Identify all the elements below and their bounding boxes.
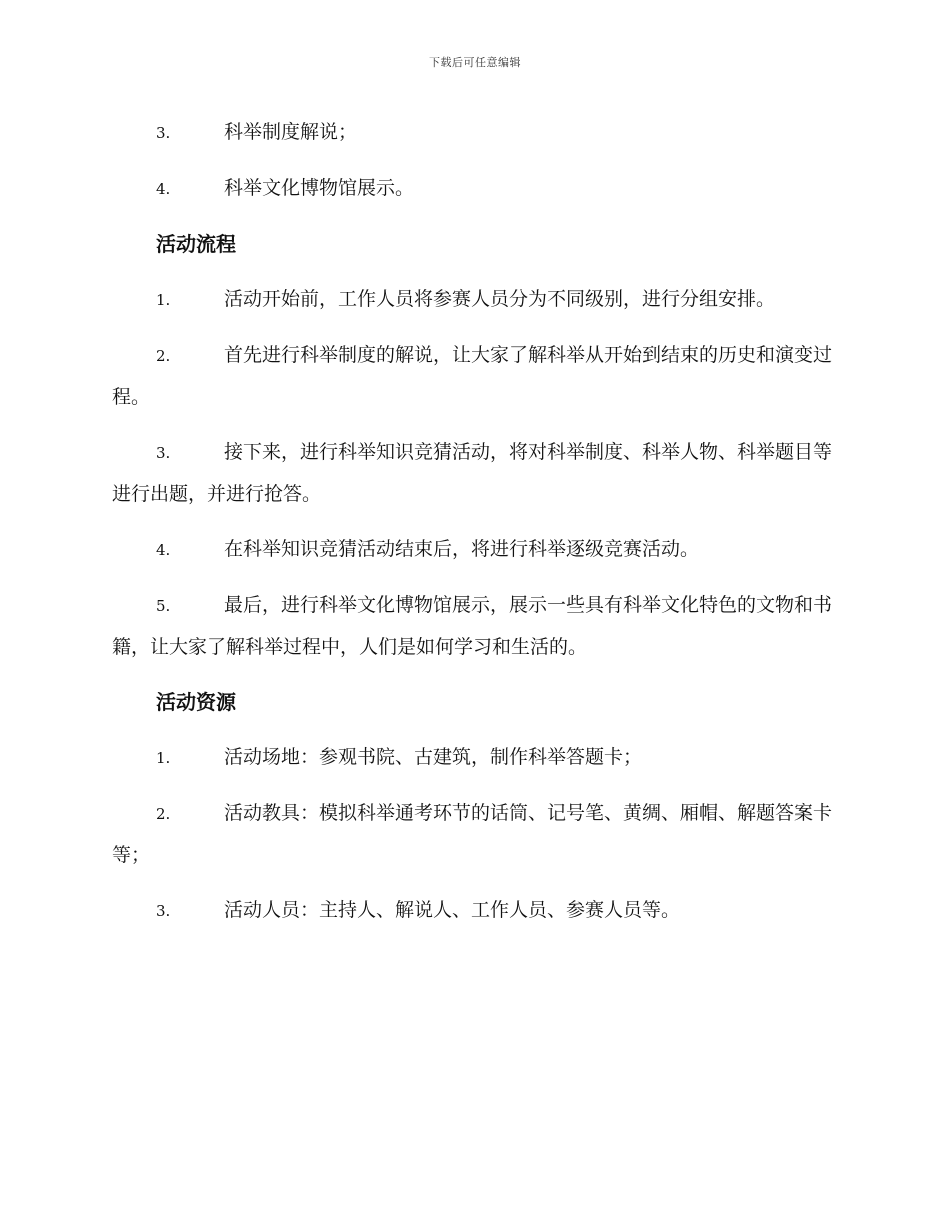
list-item [112,112,836,154]
list-item [112,432,836,515]
list-item [112,737,836,779]
list-number: 1. [156,749,171,767]
section-heading-process: 活动流程 [156,232,236,256]
list-number: 2. [156,805,171,823]
list-item [112,793,836,876]
list-number: 4. [156,541,171,559]
list-number: 3. [156,902,171,920]
list-item [112,168,836,210]
list-text: 首先进行科举制度的解说，让大家了解科举从开始到结束的历史和演变过程。 [112,344,833,408]
page-header: 下载后可任意编辑 [429,56,521,69]
section-heading-resources: 活动资源 [156,690,236,714]
list-text: 科举制度解说； [224,121,358,143]
list-text: 在科举知识竞猜活动结束后，将进行科举逐级竞赛活动。 [224,538,700,560]
list-text: 科举文化博物馆展示。 [224,177,415,199]
list-number: 3. [156,444,171,462]
document-body [112,112,836,946]
list-number: 3. [156,124,171,142]
list-text: 活动场地：参观书院、古建筑，制作科举答题卡； [224,746,643,768]
list-item [112,529,836,571]
list-item [112,279,836,321]
list-text: 接下来，进行科举知识竞猜活动，将对科举制度、科举人物、科举题目等进行出题，并进行抢答。 [112,441,833,505]
list-number: 2. [156,347,171,365]
list-number: 5. [156,597,171,615]
list-number: 4. [156,180,171,198]
list-text: 活动教具：模拟科举通考环节的话筒、记号笔、黄绸、厢帽、解题答案卡等； [112,802,833,866]
list-number: 1. [156,291,171,309]
list-text: 最后，进行科举文化博物馆展示，展示一些具有科举文化特色的文物和书籍，让大家了解科举过程中，人们是如何学习和生活的。 [112,594,833,658]
list-item [112,890,836,932]
list-text: 活动开始前，工作人员将参赛人员分为不同级别，进行分组安排。 [224,288,776,310]
list-item [112,585,836,668]
list-item [112,335,836,418]
list-text: 活动人员：主持人、解说人、工作人员、参赛人员等。 [224,899,681,921]
